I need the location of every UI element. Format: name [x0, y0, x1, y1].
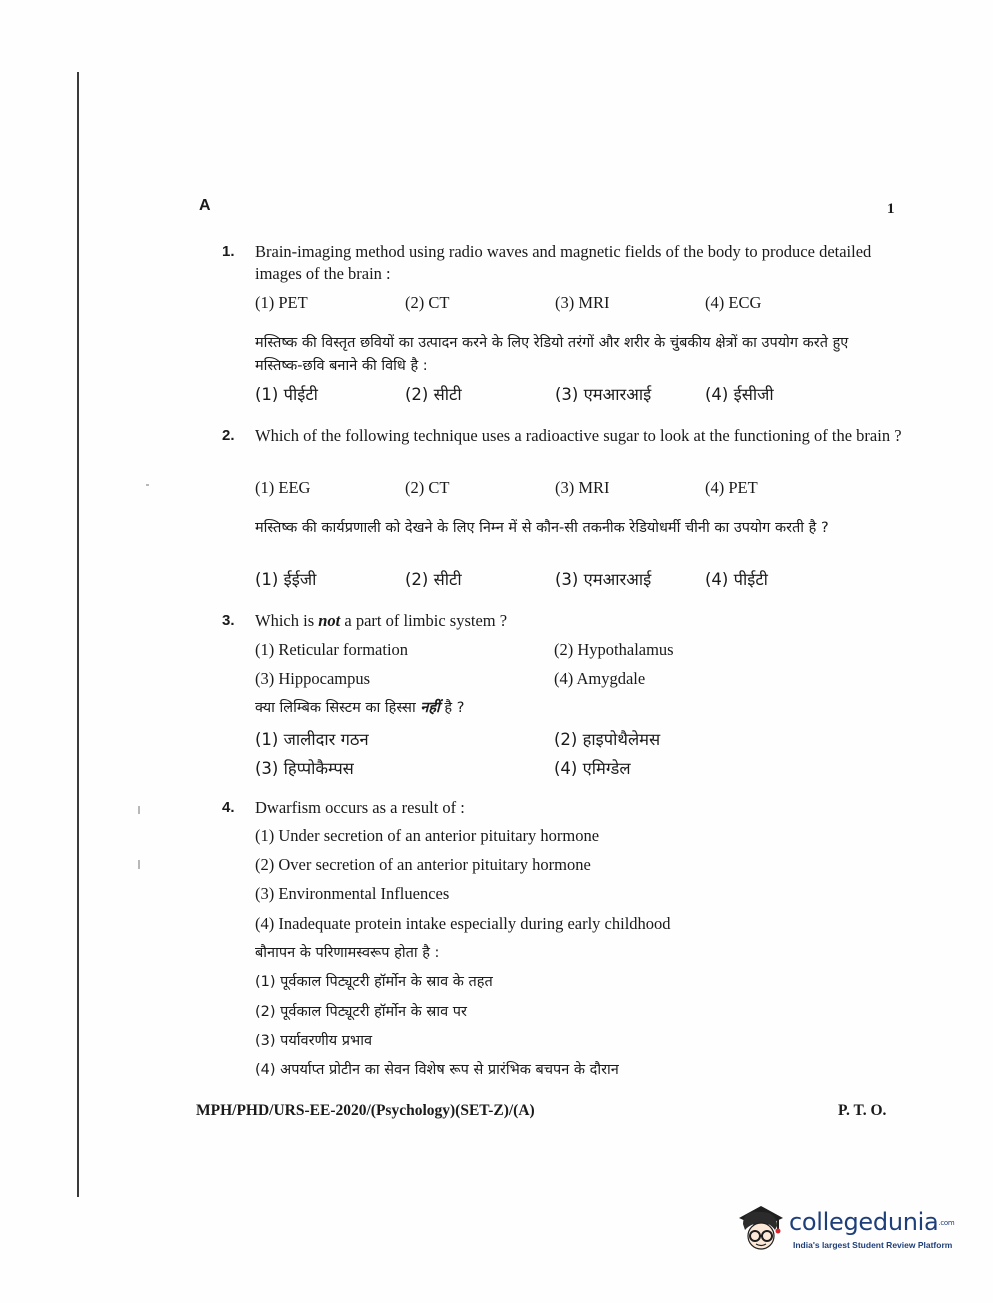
- option-1: (1) जालीदार गठन: [255, 730, 369, 749]
- option-3: (3) एमआरआई: [555, 385, 652, 404]
- question-1-hindi: मस्तिष्क की विस्तृत छवियों का उत्पादन करने के लिए रेडियो तरंगों और शरीर के चुंबकीय क्षेत्रों का उपयोग करते हुए मस्तिष्क-छवि बनाने की विधि है :: [255, 335, 849, 374]
- option-2: (2) सीटी: [405, 385, 462, 404]
- option-2: (2) पूर्वकाल पिट्यूटरी हॉर्मोन के स्राव पर: [255, 1004, 467, 1020]
- option-2: (2) हाइपोथैलेमस: [554, 730, 661, 749]
- option-1: (1) ईईजी: [255, 570, 317, 589]
- question-3-english: [222, 610, 902, 632]
- option-1: (1) PET: [255, 293, 308, 312]
- option-3: (3) MRI: [555, 478, 610, 497]
- paper-code: MPH/PHD/URS-EE-2020/(Psychology)(SET-Z)/(A): [196, 1102, 535, 1119]
- option-2: (2) सीटी: [405, 570, 462, 589]
- question-text: [255, 610, 902, 632]
- question-1-hindi-options: [255, 383, 895, 407]
- pto-label: P. T. O.: [838, 1102, 887, 1119]
- question-1-english: [222, 241, 902, 285]
- option-1: (1) पीईटी: [255, 385, 318, 404]
- option-3: (3) MRI: [555, 293, 610, 312]
- option-3: (3) Environmental Influences: [255, 884, 450, 903]
- question-3-hindi-options-row-2: [255, 757, 895, 781]
- question-text-part: क्या लिम्बिक सिस्टम का हिस्सा: [255, 700, 421, 716]
- option-1: (1) Under secretion of an anterior pituitary hormone: [255, 826, 600, 845]
- question-4-english: [222, 797, 902, 819]
- question-number: 3.: [222, 612, 235, 629]
- option-4: (4) अपर्याप्त प्रोटीन का सेवन विशेष रूप से प्रारंभिक बचपन के दौरान: [255, 1062, 619, 1078]
- question-number: 1.: [222, 243, 235, 260]
- option-1: (1) Reticular formation: [255, 640, 409, 659]
- brand-name: collegedunia.com: [789, 1208, 955, 1236]
- question-text: Brain-imaging method using radio waves and magnetic fields of the body to produce detailed images of the brain :: [255, 242, 872, 283]
- option-2: (2) Over secretion of an anterior pituitary hormone: [255, 855, 591, 874]
- brand-tagline: India's largest Student Review Platform: [793, 1240, 953, 1250]
- option-3: (3) एमआरआई: [555, 570, 652, 589]
- question-4-hindi: बौनापन के परिणामस्वरूप होता है :: [255, 945, 440, 961]
- option-4: (4) Inadequate protein intake especially during early childhood: [255, 914, 671, 933]
- question-2-english-options: [255, 478, 895, 502]
- question-2-english: [222, 425, 902, 447]
- question-text-part: है ?: [439, 700, 465, 716]
- scan-artifact: [138, 806, 140, 814]
- option-2: (2) CT: [405, 293, 450, 312]
- option-1: (1) पूर्वकाल पिट्यूटरी हॉर्मोन के स्राव के तहत: [255, 974, 493, 990]
- question-number: 4.: [222, 799, 235, 816]
- option-4: (4) ECG: [705, 293, 762, 312]
- set-letter: A: [199, 197, 211, 214]
- option-4: (4) ईसीजी: [705, 385, 774, 404]
- emphasis-nahin: नहीं: [420, 700, 440, 716]
- question-3-hindi: [255, 697, 891, 720]
- option-4: (4) PET: [705, 478, 758, 497]
- question-text-part: Which is: [255, 611, 319, 630]
- question-1-english-options: [255, 293, 895, 317]
- question-text: Which of the following technique uses a radioactive sugar to look at the functioning of the brain ?: [255, 426, 902, 445]
- question-text-part: a part of limbic system ?: [340, 611, 508, 630]
- option-4: (4) पीईटी: [705, 570, 768, 589]
- mascot-icon: [733, 1196, 789, 1258]
- question-3-hindi-options-row-1: [255, 728, 895, 752]
- option-2: (2) CT: [405, 478, 450, 497]
- emphasis-not: not: [318, 611, 341, 630]
- option-3: (3) हिप्पोकैम्पस: [255, 759, 354, 778]
- binding-margin-line: [77, 72, 79, 1197]
- question-3-english-options-row-2: [255, 669, 895, 693]
- option-3: (3) पर्यावरणीय प्रभाव: [255, 1033, 373, 1049]
- option-3: (3) Hippocampus: [255, 669, 371, 688]
- question-2-hindi: मस्तिष्क की कार्यप्रणाली को देखने के लिए निम्न में से कौन-सी तकनीक रेडियोधर्मी चीनी का उपयोग करती है ?: [255, 520, 829, 536]
- option-4: (4) Amygdale: [554, 669, 646, 688]
- question-2-hindi-options: [255, 568, 895, 592]
- option-1: (1) EEG: [255, 478, 311, 497]
- scan-artifact: [146, 484, 149, 486]
- page-number: 1: [887, 201, 895, 217]
- question-3-english-options-row-1: [255, 640, 895, 664]
- question-text: Dwarfism occurs as a result of :: [255, 798, 465, 817]
- option-4: (4) एमिग्डेल: [554, 759, 631, 778]
- question-number: 2.: [222, 427, 235, 444]
- scan-artifact: [138, 860, 140, 869]
- option-2: (2) Hypothalamus: [554, 640, 674, 659]
- collegedunia-logo: [733, 1196, 963, 1262]
